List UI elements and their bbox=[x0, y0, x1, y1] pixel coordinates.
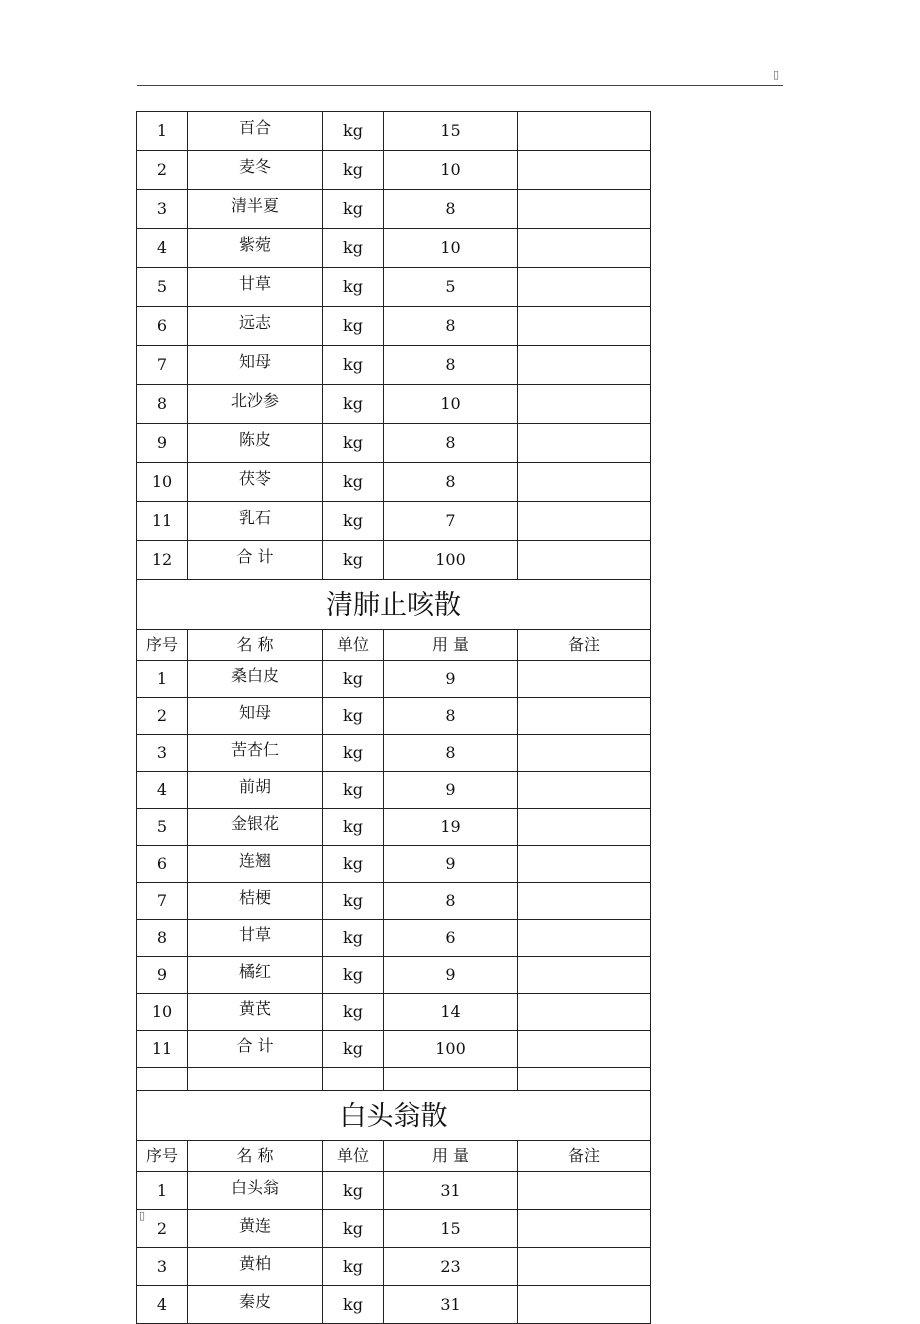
serial-cell: 6 bbox=[137, 307, 188, 346]
quantity-cell: 6 bbox=[384, 920, 518, 957]
name-cell: 苦杏仁 bbox=[188, 735, 323, 772]
name-cell: 陈皮 bbox=[188, 424, 323, 463]
unit-cell: kg bbox=[323, 502, 384, 541]
table-row bbox=[137, 994, 651, 1031]
unit-cell: kg bbox=[323, 346, 384, 385]
quantity-cell: 9 bbox=[384, 957, 518, 994]
unit-cell: kg bbox=[323, 229, 384, 268]
column-header: 单位 bbox=[323, 630, 384, 661]
quantity-cell: 8 bbox=[384, 735, 518, 772]
quantity-cell: 5 bbox=[384, 268, 518, 307]
name-cell: 清半夏 bbox=[188, 190, 323, 229]
table-row bbox=[137, 698, 651, 735]
unit-cell: kg bbox=[323, 1210, 384, 1248]
unit-cell: kg bbox=[323, 307, 384, 346]
unit-cell: kg bbox=[323, 268, 384, 307]
quantity-cell: 8 bbox=[384, 346, 518, 385]
quantity-cell: 15 bbox=[384, 1210, 518, 1248]
serial-cell: 7 bbox=[137, 883, 188, 920]
unit-cell: kg bbox=[323, 1248, 384, 1286]
remark-cell bbox=[518, 346, 651, 385]
table-row bbox=[137, 920, 651, 957]
unit-cell: kg bbox=[323, 541, 384, 580]
table-row bbox=[137, 1210, 651, 1248]
column-header-row bbox=[137, 630, 651, 661]
unit-cell: kg bbox=[323, 772, 384, 809]
quantity-cell: 19 bbox=[384, 809, 518, 846]
table-row bbox=[137, 846, 651, 883]
quantity-cell: 8 bbox=[384, 883, 518, 920]
table-row bbox=[137, 1172, 651, 1210]
quantity-cell: 8 bbox=[384, 190, 518, 229]
quantity-cell: 9 bbox=[384, 661, 518, 698]
column-header: 名 称 bbox=[188, 1141, 323, 1172]
column-header: 用 量 bbox=[384, 1141, 518, 1172]
column-header-row bbox=[137, 1141, 651, 1172]
serial-cell: 9 bbox=[137, 424, 188, 463]
table-row bbox=[137, 268, 651, 307]
quantity-cell: 10 bbox=[384, 151, 518, 190]
quantity-cell: 31 bbox=[384, 1172, 518, 1210]
serial-cell: 10 bbox=[137, 994, 188, 1031]
serial-cell: 10 bbox=[137, 463, 188, 502]
name-cell: 黄柏 bbox=[188, 1248, 323, 1286]
section-title-row bbox=[137, 580, 651, 630]
serial-cell: 3 bbox=[137, 735, 188, 772]
serial-cell: 11 bbox=[137, 1031, 188, 1068]
remark-cell bbox=[518, 994, 651, 1031]
unit-cell: kg bbox=[323, 112, 384, 151]
serial-cell: 2 bbox=[137, 151, 188, 190]
name-cell: 合 计 bbox=[188, 1031, 323, 1068]
quantity-cell: 8 bbox=[384, 698, 518, 735]
column-header: 序号 bbox=[137, 630, 188, 661]
name-cell: 前胡 bbox=[188, 772, 323, 809]
unit-cell: kg bbox=[323, 735, 384, 772]
quantity-cell: 10 bbox=[384, 229, 518, 268]
name-cell: 橘红 bbox=[188, 957, 323, 994]
remark-cell bbox=[518, 920, 651, 957]
name-cell: 黄芪 bbox=[188, 994, 323, 1031]
serial-cell: 1 bbox=[137, 661, 188, 698]
name-cell: 麦冬 bbox=[188, 151, 323, 190]
quantity-cell: 9 bbox=[384, 772, 518, 809]
remark-cell bbox=[518, 1031, 651, 1068]
remark-cell bbox=[518, 846, 651, 883]
table-row bbox=[137, 424, 651, 463]
remark-cell bbox=[518, 385, 651, 424]
serial-cell: 1 bbox=[137, 1172, 188, 1210]
serial-cell: 2 bbox=[137, 1210, 188, 1248]
unit-cell: kg bbox=[323, 385, 384, 424]
unit-cell: kg bbox=[323, 920, 384, 957]
quantity-cell: 8 bbox=[384, 463, 518, 502]
section-title: 清肺止咳散 bbox=[137, 580, 651, 630]
name-cell: 乳石 bbox=[188, 502, 323, 541]
serial-cell: 7 bbox=[137, 346, 188, 385]
remark-cell bbox=[518, 698, 651, 735]
name-cell: 甘草 bbox=[188, 920, 323, 957]
name-cell: 白头翁 bbox=[188, 1172, 323, 1210]
unit-cell: kg bbox=[323, 809, 384, 846]
table-row bbox=[137, 809, 651, 846]
remark-cell bbox=[518, 307, 651, 346]
unit-cell: kg bbox=[323, 957, 384, 994]
table-row bbox=[137, 190, 651, 229]
empty-cell bbox=[323, 1068, 384, 1091]
name-cell: 桑白皮 bbox=[188, 661, 323, 698]
serial-cell: 2 bbox=[137, 698, 188, 735]
unit-cell: kg bbox=[323, 846, 384, 883]
remark-cell bbox=[518, 883, 651, 920]
remark-cell bbox=[518, 268, 651, 307]
remark-cell bbox=[518, 661, 651, 698]
empty-cell bbox=[518, 1068, 651, 1091]
quantity-cell: 100 bbox=[384, 541, 518, 580]
unit-cell: kg bbox=[323, 661, 384, 698]
column-header: 名 称 bbox=[188, 630, 323, 661]
unit-cell: kg bbox=[323, 424, 384, 463]
name-cell: 桔梗 bbox=[188, 883, 323, 920]
table-row bbox=[137, 661, 651, 698]
remark-cell bbox=[518, 735, 651, 772]
name-cell: 茯苓 bbox=[188, 463, 323, 502]
quantity-cell: 31 bbox=[384, 1286, 518, 1324]
table-row bbox=[137, 1248, 651, 1286]
name-cell: 知母 bbox=[188, 346, 323, 385]
remark-cell bbox=[518, 112, 651, 151]
remark-cell bbox=[518, 1172, 651, 1210]
unit-cell: kg bbox=[323, 698, 384, 735]
serial-cell: 3 bbox=[137, 1248, 188, 1286]
serial-cell: 4 bbox=[137, 1286, 188, 1324]
quantity-cell: 100 bbox=[384, 1031, 518, 1068]
table-row bbox=[137, 385, 651, 424]
column-header: 单位 bbox=[323, 1141, 384, 1172]
empty-cell bbox=[188, 1068, 323, 1091]
header-rule bbox=[137, 85, 783, 86]
name-cell: 秦皮 bbox=[188, 1286, 323, 1324]
quantity-cell: 8 bbox=[384, 307, 518, 346]
unit-cell: kg bbox=[323, 883, 384, 920]
remark-cell bbox=[518, 229, 651, 268]
table-row bbox=[137, 502, 651, 541]
remark-cell bbox=[518, 190, 651, 229]
section-title: 白头翁散 bbox=[137, 1091, 651, 1141]
section-title-row bbox=[137, 1091, 651, 1141]
quantity-cell: 23 bbox=[384, 1248, 518, 1286]
serial-cell: 4 bbox=[137, 229, 188, 268]
unit-cell: kg bbox=[323, 1172, 384, 1210]
remark-cell bbox=[518, 1286, 651, 1324]
table-row bbox=[137, 151, 651, 190]
remark-cell bbox=[518, 151, 651, 190]
quantity-cell: 15 bbox=[384, 112, 518, 151]
column-header: 备注 bbox=[518, 1141, 651, 1172]
header-mark: ▯ bbox=[773, 68, 780, 81]
quantity-cell: 9 bbox=[384, 846, 518, 883]
remark-cell bbox=[518, 502, 651, 541]
serial-cell: 8 bbox=[137, 385, 188, 424]
serial-cell: 5 bbox=[137, 268, 188, 307]
name-cell: 金银花 bbox=[188, 809, 323, 846]
quantity-cell: 10 bbox=[384, 385, 518, 424]
remark-cell bbox=[518, 541, 651, 580]
serial-cell: 12 bbox=[137, 541, 188, 580]
table-row bbox=[137, 463, 651, 502]
recipe-table-body bbox=[137, 112, 651, 1324]
serial-cell: 3 bbox=[137, 190, 188, 229]
footer-mark: ▯ bbox=[139, 1209, 146, 1222]
table-row bbox=[137, 307, 651, 346]
name-cell: 黄连 bbox=[188, 1210, 323, 1248]
table-row bbox=[137, 541, 651, 580]
empty-cell bbox=[384, 1068, 518, 1091]
remark-cell bbox=[518, 424, 651, 463]
remark-cell bbox=[518, 463, 651, 502]
remark-cell bbox=[518, 957, 651, 994]
serial-cell: 1 bbox=[137, 112, 188, 151]
table-row bbox=[137, 735, 651, 772]
serial-cell: 4 bbox=[137, 772, 188, 809]
serial-cell: 8 bbox=[137, 920, 188, 957]
remark-cell bbox=[518, 1248, 651, 1286]
serial-cell: 6 bbox=[137, 846, 188, 883]
name-cell: 甘草 bbox=[188, 268, 323, 307]
empty-row bbox=[137, 1068, 651, 1091]
name-cell: 连翘 bbox=[188, 846, 323, 883]
table-row bbox=[137, 957, 651, 994]
table-row bbox=[137, 112, 651, 151]
table-row bbox=[137, 346, 651, 385]
unit-cell: kg bbox=[323, 1031, 384, 1068]
quantity-cell: 14 bbox=[384, 994, 518, 1031]
serial-cell: 5 bbox=[137, 809, 188, 846]
table-row bbox=[137, 1031, 651, 1068]
table-row bbox=[137, 1286, 651, 1324]
name-cell: 北沙参 bbox=[188, 385, 323, 424]
unit-cell: kg bbox=[323, 1286, 384, 1324]
remark-cell bbox=[518, 809, 651, 846]
recipe-table bbox=[136, 111, 651, 1324]
quantity-cell: 7 bbox=[384, 502, 518, 541]
name-cell: 知母 bbox=[188, 698, 323, 735]
unit-cell: kg bbox=[323, 994, 384, 1031]
name-cell: 百合 bbox=[188, 112, 323, 151]
name-cell: 合 计 bbox=[188, 541, 323, 580]
empty-cell bbox=[137, 1068, 188, 1091]
table-row bbox=[137, 229, 651, 268]
remark-cell bbox=[518, 772, 651, 809]
unit-cell: kg bbox=[323, 190, 384, 229]
column-header: 序号 bbox=[137, 1141, 188, 1172]
serial-cell: 11 bbox=[137, 502, 188, 541]
column-header: 用 量 bbox=[384, 630, 518, 661]
quantity-cell: 8 bbox=[384, 424, 518, 463]
remark-cell bbox=[518, 1210, 651, 1248]
name-cell: 紫菀 bbox=[188, 229, 323, 268]
serial-cell: 9 bbox=[137, 957, 188, 994]
name-cell: 远志 bbox=[188, 307, 323, 346]
unit-cell: kg bbox=[323, 151, 384, 190]
column-header: 备注 bbox=[518, 630, 651, 661]
table-row bbox=[137, 883, 651, 920]
table-row bbox=[137, 772, 651, 809]
unit-cell: kg bbox=[323, 463, 384, 502]
